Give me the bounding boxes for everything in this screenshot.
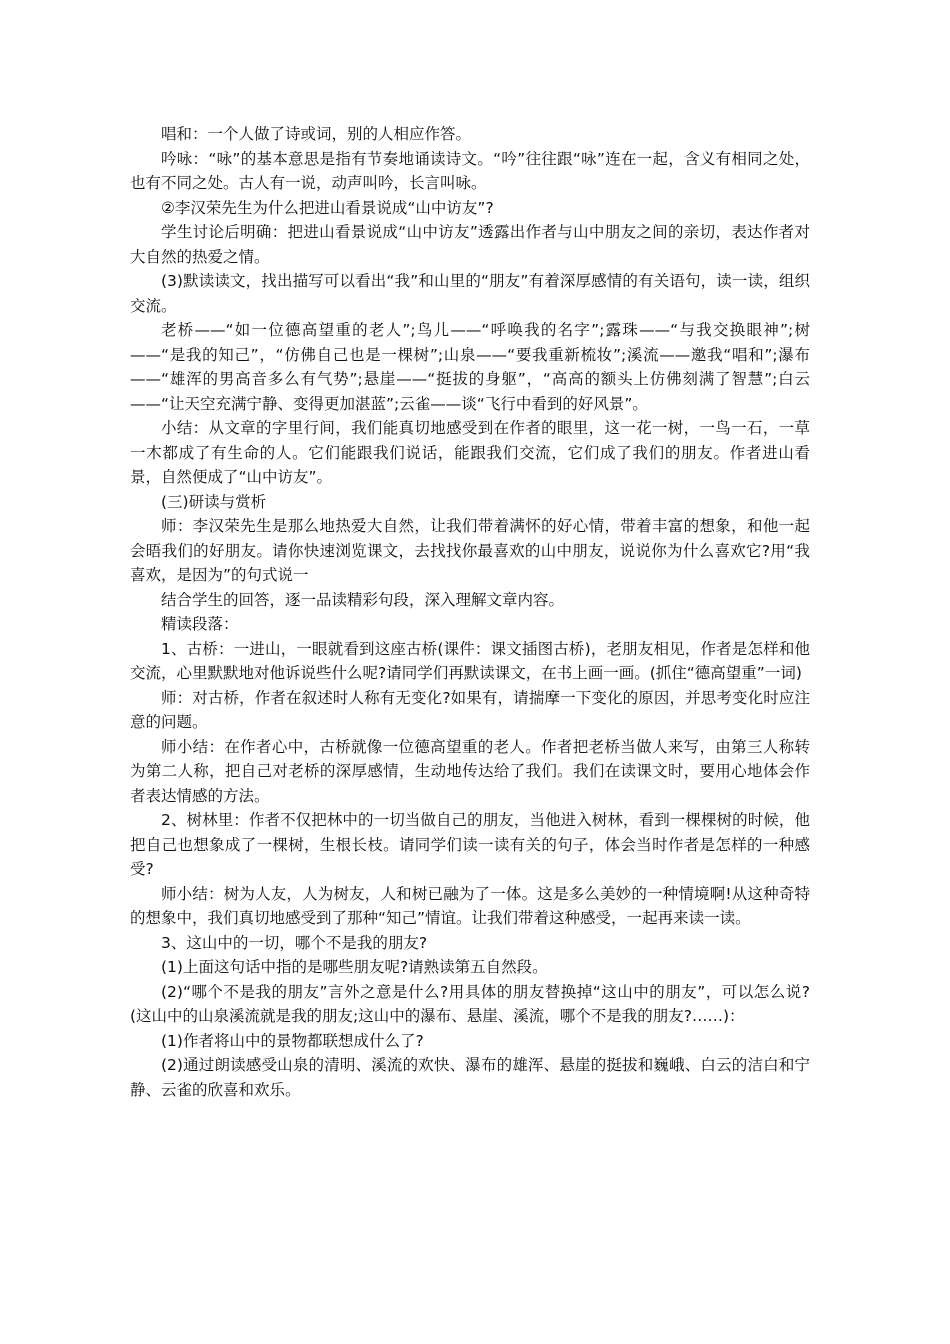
paragraph-in-the-woods: 2、树林里：作者不仅把林中的一切当做自己的朋友，当他进入树林，看到一棵棵树的时候，他把自己也想象成了一棵树，生根长枝。请同学们读一读有关的句子，体会当时作者是怎样的一种感受? xyxy=(130,811,810,878)
paragraph-teacher-person-change: 师：对古桥，作者在叙述时人称有无变化?如果有，请揣摩一下变化的原因，并思考变化时应注意的问题。 xyxy=(130,688,810,731)
paragraph-teacher-summary-bridge: 师小结：在作者心中，古桥就像一位德高望重的老人。作者把老桥当做人来写，由第三人称转为第二人称，把自己对老桥的深厚感情，生动地传达给了我们。我们在读课文时，要用心地体会作者表达情感的方法。 xyxy=(130,737,810,805)
paragraph-task-3: (3)默读读文，找出描写可以看出“我”和山里的“朋友”有着深厚感情的有关语句，读一读，组织交流。 xyxy=(130,272,810,315)
document-page xyxy=(130,122,810,1102)
section-heading-study: (三)研读与赏析 xyxy=(161,492,267,511)
paragraph-friends-list: 老桥——“如一位德高望重的老人”;鸟儿——“呼唤我的名字”;露珠——“与我交换眼神”;树——“是我的知己”，“仿佛自己也是一棵树”;山泉——“要我重新梳妆”;溪流——邀我“唱和”;瀑布——“雄浑的男高音多么有气势”;悬崖——“挺拔的身躯”，“高高的额头上仿佛刻满了智慧”;白云——“让天空充满宁静、变得更加湛蓝”;云雀——谈“飞行中看到的好风景”。 xyxy=(130,321,810,413)
paragraph-summary: 小结：从文章的字里行间，我们能真切地感受到在作者的眼里，这一花一树，一鸟一石，一草一木都成了有生命的人。它们能跟我们说话，能跟我们交流，它们成了我们的朋友。作者进山看景，自然便成了“山中访友”。 xyxy=(130,419,810,486)
paragraph-close-reading-label: 精读段落： xyxy=(161,615,239,633)
paragraph-changhe-definition: 唱和：一个人做了诗或词，别的人相应作答。 xyxy=(161,125,472,143)
paragraph-sub-question-2: (2)“哪个不是我的朋友”言外之意是什么?用具体的朋友替换掉“这山中的朋友”，可以怎么说?(这山中的山泉溪流就是我的朋友;这山中的瀑布、悬崖、溪流，哪个不是我的朋友?……)： xyxy=(130,982,810,1025)
paragraph-ancient-bridge: 1、古桥：一进山，一眼就看到这座古桥(课件：课文插图古桥)，老朋友相见，作者是怎样和他交流，心里默默地对他诉说些什么呢?请同学们再默读课文，在书上画一画。(抓住“德高望重”一词) xyxy=(130,639,810,682)
paragraph-teacher-summary-trees: 师小结：树为人友，人为树友，人和树已融为了一体。这是多么美妙的一种情境啊!从这种奇特的想象中，我们真切地感受到了那种“知己”情谊。让我们带着这种感受，一起再来读一读。 xyxy=(130,884,810,927)
paragraph-student-answers: 结合学生的回答，逐一品读精彩句段，深入理解文章内容。 xyxy=(161,590,565,609)
paragraph-sub-question-1b: (1)作者将山中的景物都联想成什么了? xyxy=(161,1031,424,1050)
paragraph-yinyong-definition: 吟咏：“咏”的基本意思是指有节奏地诵读诗文。“吟”往往跟“咏”连在一起，含义有相同之处，也有不同之处。古人有一说，动声叫吟，长言叫咏。 xyxy=(130,149,810,192)
paragraph-sub-question-2b: (2)通过朗读感受山泉的清明、溪流的欢快、瀑布的雄浑、悬崖的挺拔和巍峨、白云的洁白和宁静、云雀的欣喜和欢乐。 xyxy=(130,1056,810,1099)
paragraph-question-2: ②李汉荣先生为什么把进山看景说成“山中访友”? xyxy=(161,198,494,217)
paragraph-everything-friends: 3、这山中的一切，哪个不是我的朋友? xyxy=(161,933,428,952)
paragraph-teacher-intro: 师：李汉荣先生是那么地热爱大自然，让我们带着满怀的好心情，带着丰富的想象，和他一起会晤我们的好朋友。请你快速浏览课文，去找找你最喜欢的山中朋友，说说你为什么喜欢它?用“我喜欢，是因为”的句式说一 xyxy=(130,517,810,584)
paragraph-discussion-answer: 学生讨论后明确：把进山看景说成“山中访友”透露出作者与山中朋友之间的亲切，表达作者对大自然的热爱之情。 xyxy=(130,223,810,266)
paragraph-sub-question-1: (1)上面这句话中指的是哪些朋友呢?请熟读第五自然段。 xyxy=(161,958,548,976)
